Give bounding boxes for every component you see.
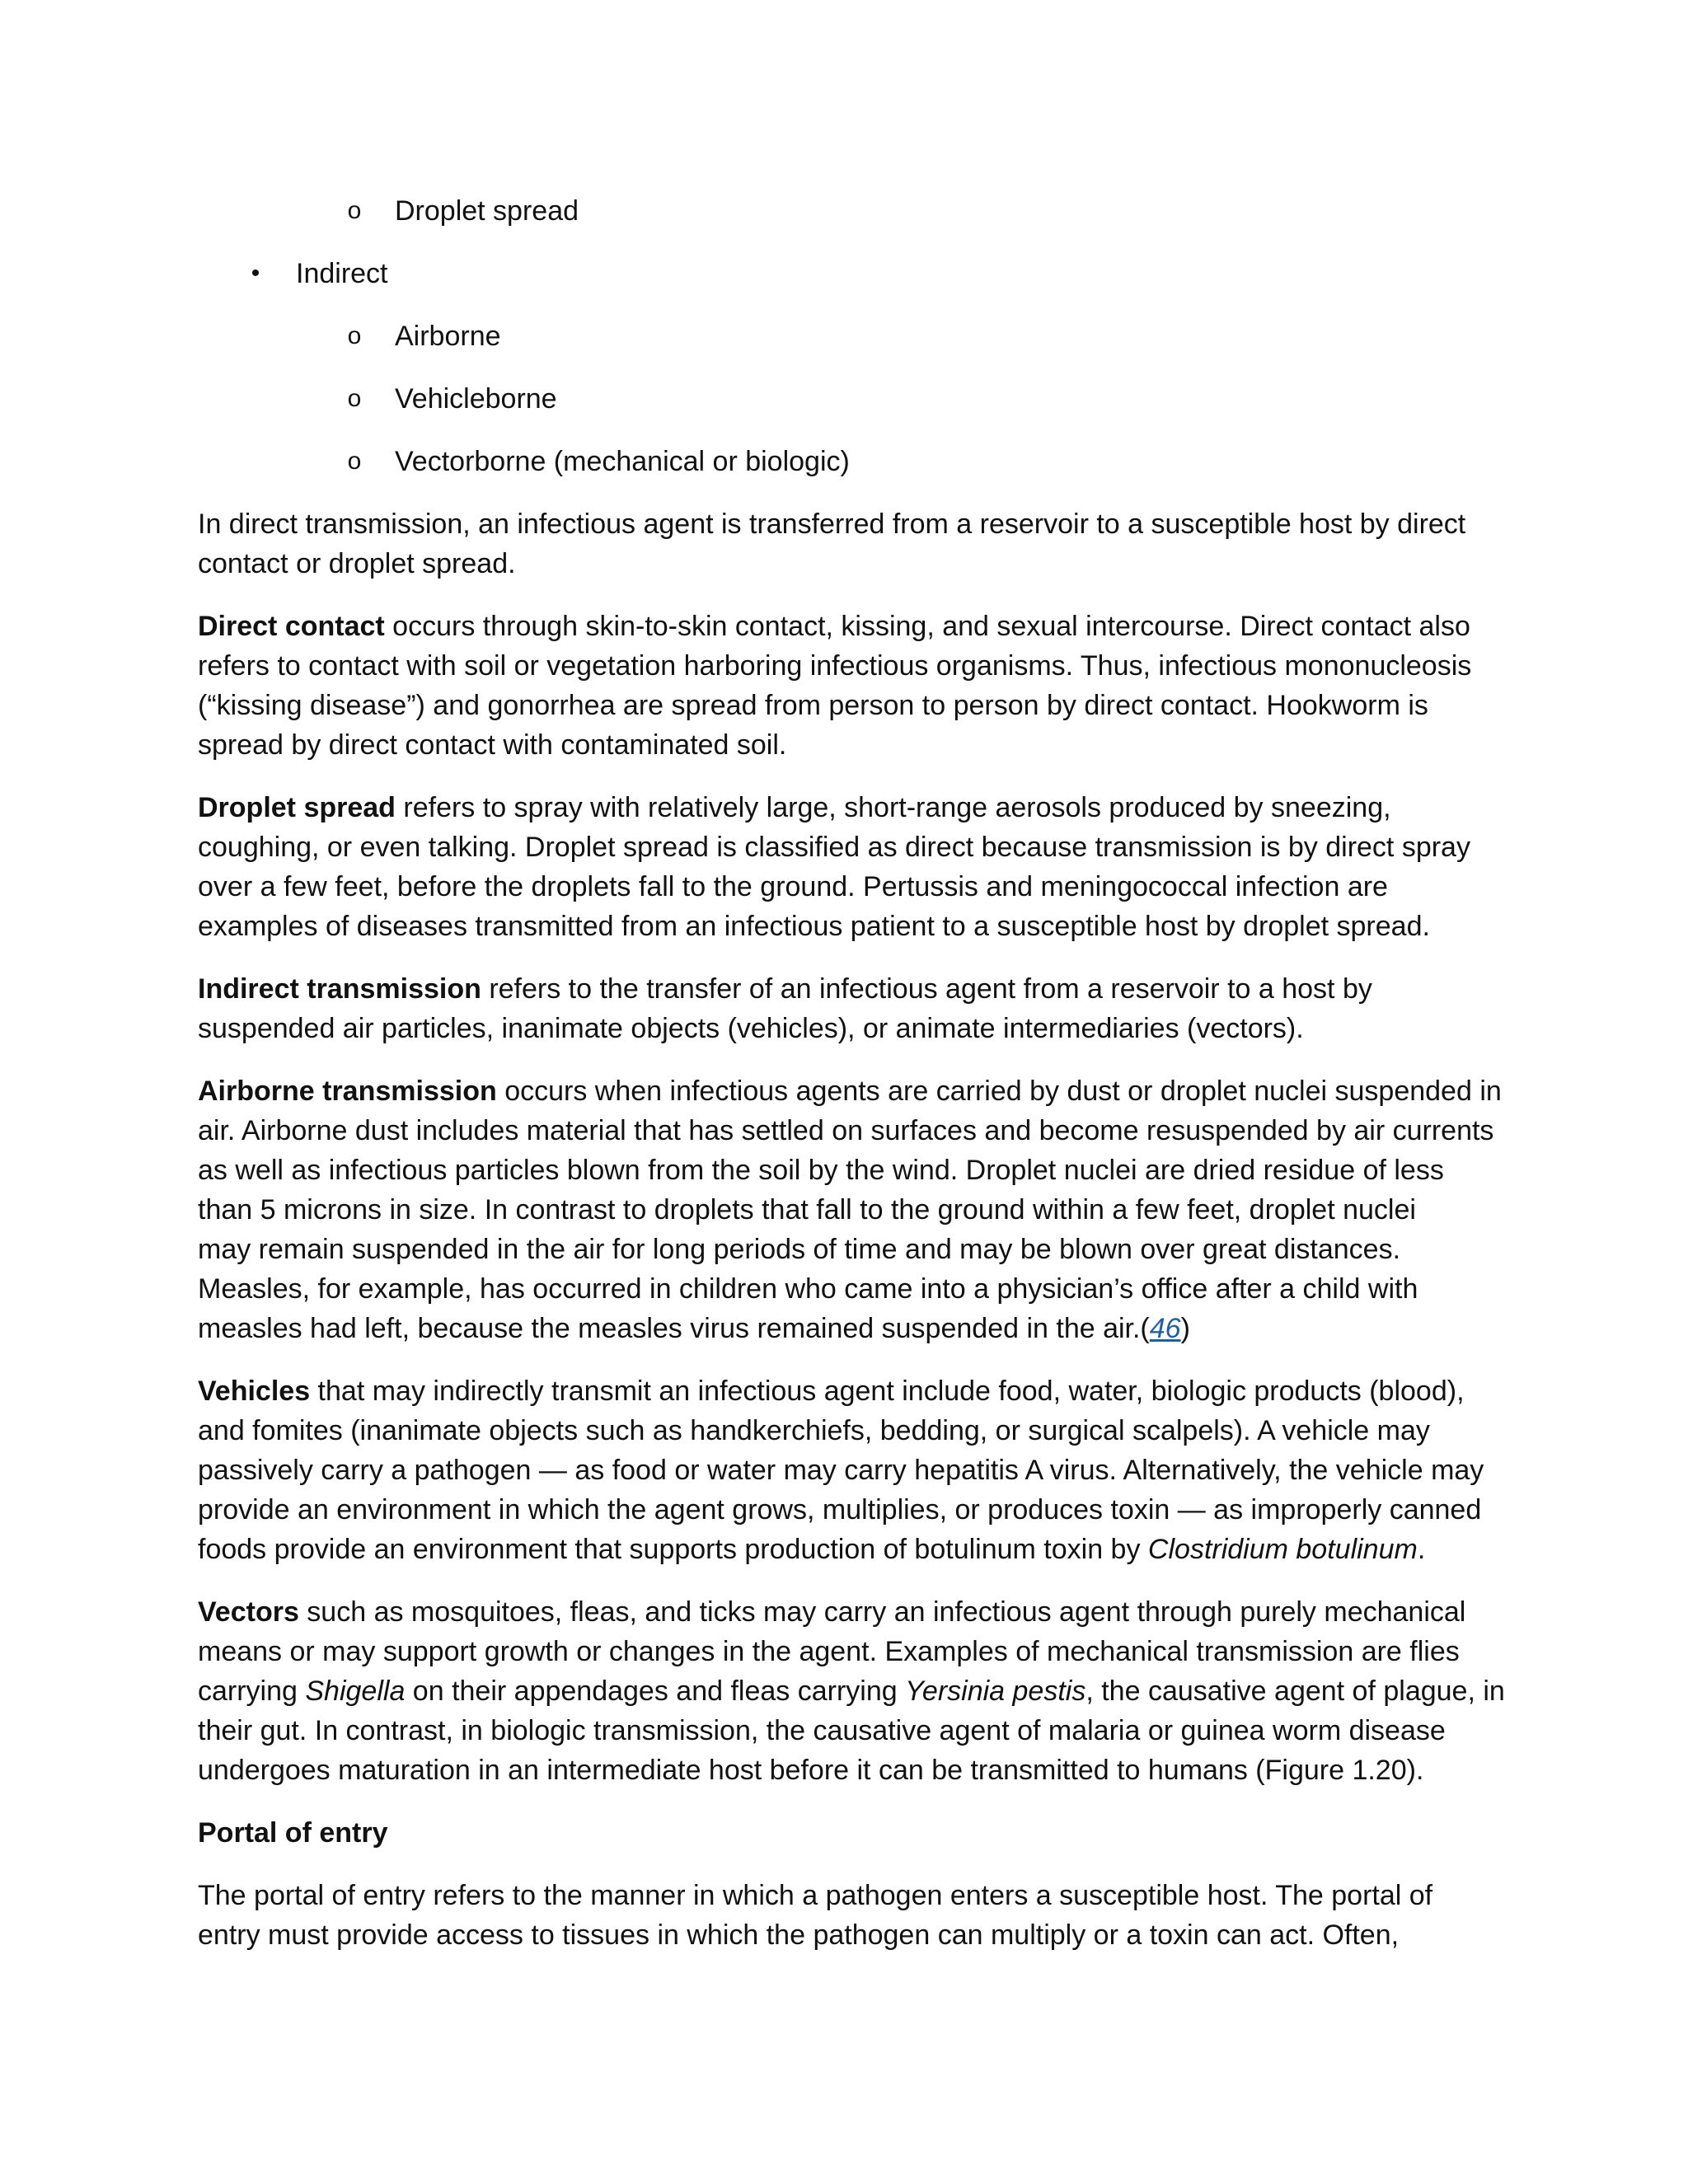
- term-vectors: Vectors: [198, 1596, 299, 1628]
- text-line: [198, 1071, 1502, 1111]
- list-item: [198, 442, 1490, 481]
- bullet-circle-icon: o: [347, 448, 362, 475]
- bullet-circle-icon: o: [347, 197, 362, 224]
- paragraph-portal-of-entry: [198, 1876, 1490, 1955]
- text-run: such as mosquitoes, fleas, and ticks may carry an infectious agent through purely mechanical: [298, 1596, 1466, 1628]
- text-line: (“kissing disease”) and gonorrhea are spread from person to person by direct contact. Hookworm is: [198, 690, 1428, 721]
- text-line: suspended air particles, inanimate objects (vehicles), or animate intermediaries (vectors).: [198, 1013, 1304, 1044]
- text-line: [198, 1371, 1490, 1411]
- text-line: passively carry a pathogen — as food or water may carry hepatitis A virus. Alternatively, the vehicle may: [198, 1455, 1484, 1486]
- text-line: means or may support growth or changes in the agent. Examples of mechanical transmission are flies: [198, 1636, 1460, 1667]
- bullet-circle-icon: o: [347, 385, 362, 412]
- list-item-text: Droplet spread: [395, 195, 579, 227]
- list-item-text: Vectorborne (mechanical or biologic): [395, 446, 850, 477]
- list-item-text: Indirect: [296, 258, 388, 289]
- text-line: refers to contact with soil or vegetation harboring infectious organisms. Thus, infectious mononucleosis: [198, 650, 1472, 682]
- text-line: In direct transmission, an infectious agent is transferred from a reservoir to a susceptible host by direct: [198, 509, 1466, 540]
- bullet-disc-icon: •: [251, 260, 260, 287]
- heading-text: Portal of entry: [198, 1817, 388, 1849]
- text-line: than 5 microns in size. In contrast to droplets that fall to the ground within a few feet, droplet nuclei: [198, 1194, 1416, 1226]
- text-run: refers to spray with relatively large, short-range aerosols produced by sneezing,: [395, 792, 1391, 823]
- text-line: may remain suspended in the air for long periods of time and may be blown over great distances.: [198, 1234, 1401, 1265]
- text-line: [198, 607, 1490, 646]
- text-run: , the causative agent of plague, in: [1085, 1675, 1505, 1707]
- text-line: [198, 1671, 1505, 1711]
- text-run: ): [1180, 1313, 1190, 1344]
- reference-link[interactable]: 46: [1149, 1313, 1181, 1344]
- term-airborne-transmission: Airborne transmission: [198, 1076, 497, 1107]
- text-run: foods provide an environment that supports production of botulinum toxin by: [198, 1534, 1148, 1565]
- paragraph-direct-transmission: [198, 504, 1490, 583]
- paragraph-vectors: [198, 1592, 1505, 1790]
- text-line: [198, 1309, 1490, 1348]
- species-name: Clostridium botulinum: [1147, 1534, 1418, 1565]
- text-line: [198, 788, 1490, 827]
- transmission-list: [198, 191, 1490, 481]
- text-run: refers to the transfer of an infectious agent from a reservoir to a host by: [481, 973, 1372, 1005]
- species-name: Yersinia pestis: [905, 1675, 1086, 1707]
- text-line: Measles, for example, has occurred in children who came into a physician’s office after a child with: [198, 1273, 1418, 1305]
- text-run: occurs when infectious agents are carried by dust or droplet nuclei suspended in: [496, 1076, 1502, 1107]
- term-indirect-transmission: Indirect transmission: [198, 973, 481, 1005]
- paragraph-airborne-transmission: [198, 1071, 1502, 1348]
- text-line: contact or droplet spread.: [198, 548, 516, 579]
- text-run: carrying: [198, 1675, 306, 1707]
- text-line: The portal of entry refers to the manner in which a pathogen enters a susceptible host. The portal of: [198, 1880, 1433, 1911]
- text-line: and fomites (inanimate objects such as handkerchiefs, bedding, or surgical scalpels). A vehicle may: [198, 1415, 1430, 1446]
- text-line: entry must provide access to tissues in which the pathogen can multiply or a toxin can act. Often,: [198, 1919, 1400, 1951]
- paragraph-direct-contact: [198, 607, 1490, 765]
- list-item: [198, 254, 1490, 293]
- list-item: [198, 379, 1490, 419]
- text-line: undergoes maturation in an intermediate host before it can be transmitted to humans (Figure 1.20).: [198, 1755, 1424, 1786]
- text-run: measles had left, because the measles virus remained suspended in the air.(: [198, 1313, 1150, 1344]
- paragraph-droplet-spread: [198, 788, 1490, 946]
- text-line: [198, 969, 1490, 1009]
- list-item-text: Vehicleborne: [395, 383, 557, 415]
- text-run: on their appendages and fleas carrying: [405, 1675, 906, 1707]
- list-item: [198, 191, 1490, 231]
- text-line: as well as infectious particles blown from the soil by the wind. Droplet nuclei are dried residue of less: [198, 1155, 1444, 1186]
- text-line: their gut. In contrast, in biologic transmission, the causative agent of malaria or guinea worm disease: [198, 1715, 1446, 1746]
- text-line: coughing, or even talking. Droplet spread is classified as direct because transmission is by direct spray: [198, 832, 1470, 863]
- list-item-text: Airborne: [395, 321, 501, 352]
- text-run: .: [1417, 1534, 1426, 1565]
- text-line: examples of diseases transmitted from an infectious patient to a susceptible host by droplet spread.: [198, 911, 1430, 942]
- text-run: that may indirectly transmit an infectious agent include food, water, biologic products (blood),: [310, 1376, 1465, 1407]
- term-direct-contact: Direct contact: [198, 611, 385, 642]
- text-line: provide an environment in which the agent grows, multiplies, or produces toxin — as improperly canned: [198, 1494, 1482, 1526]
- list-item: [198, 316, 1490, 356]
- term-droplet-spread: Droplet spread: [198, 792, 396, 823]
- text-line: [198, 1530, 1490, 1569]
- term-vehicles: Vehicles: [198, 1376, 311, 1407]
- species-name: Shigella: [305, 1675, 406, 1707]
- paragraph-indirect-transmission: [198, 969, 1490, 1048]
- bullet-circle-icon: o: [347, 322, 362, 349]
- text-line: over a few feet, before the droplets fall to the ground. Pertussis and meningococcal infection are: [198, 871, 1388, 902]
- paragraph-vehicles: [198, 1371, 1490, 1569]
- heading-portal-of-entry: [198, 1813, 1490, 1853]
- text-line: air. Airborne dust includes material that has settled on surfaces and become resuspended by air currents: [198, 1115, 1494, 1146]
- text-line: spread by direct contact with contaminated soil.: [198, 729, 787, 761]
- text-line: [198, 1592, 1490, 1632]
- text-run: occurs through skin-to-skin contact, kissing, and sexual intercourse. Direct contact also: [384, 611, 1470, 642]
